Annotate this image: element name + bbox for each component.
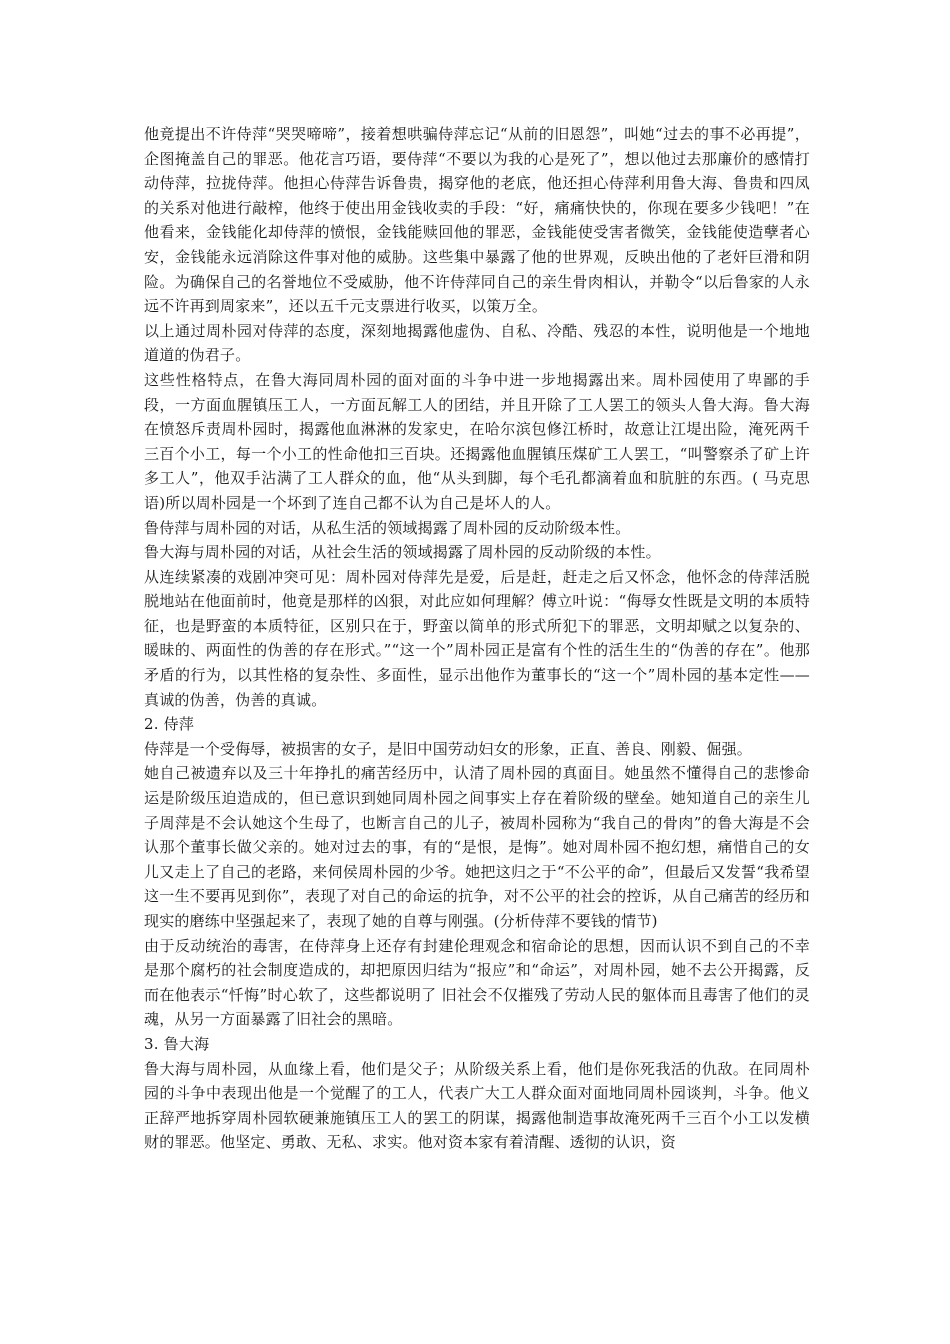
section-heading-shiping: 2. 侍萍 [144,715,195,734]
paragraph: 鲁侍萍与周朴园的对话，从私生活的领域揭露了周朴园的反动阶级本性。 [144,518,631,537]
paragraph: 鲁大海与周朴园，从血缘上看，他们是父子；从阶级关系上看，他们是你死我活的仇敌。在同周朴园的斗争中表现出他是一个觉醒了的工人，代表广大工人群众面对面地同周朴园谈判，斗争。他义正辞严地拆穿周朴园软硬兼施镇压工人的罢工的阴谋，揭露他制造事故淹死两千三百个小工以发横财的罪恶。他坚定、勇敢、无私、求实。他对资本家有着清醒、透彻的认识，资 [144,1059,810,1152]
document-body [144,122,810,1155]
paragraph: 以上通过周朴园对侍萍的态度，深刻地揭露他虚伪、自私、冷酷、残忍的本性，说明他是一个地地道道的伪君子。 [144,321,810,365]
paragraph: 这些性格特点，在鲁大海同周朴园的面对面的斗争中进一步地揭露出来。周朴园使用了卑鄙的手段，一方面血腥镇压工人，一方面瓦解工人的团结，并且开除了工人罢工的领头人鲁大海。鲁大海在愤怒斥责周朴园时，揭露他血淋淋的发家史，在哈尔滨包修江桥时，故意让江堤出险，淹死两千三百个小工，每一个小工的性命他扣三百块。还揭露他血腥镇压煤矿工人罢工，“叫警察杀了矿上许多工人”，他双手沾满了工人群众的血，他“从头到脚，每个毛孔都滴着血和肮脏的东西。( 马克思语)所以周朴园是一个坏到了连自己都不认为自己是坏人的人。 [144,370,810,512]
paragraph: 从连续紧凑的戏剧冲突可见：周朴园对侍萍先是爱，后是赶，赶走之后又怀念，他怀念的侍萍活脱脱地站在他面前时，他竟是那样的凶狠，对此应如何理解？傅立叶说：“侮辱女性既是文明的本质特征，也是野蛮的本质特征，区别只在于，野蛮以简单的形式所犯下的罪恶，文明却赋之以复杂的、暖昧的、两面性的伪善的存在形式。”“这一个”周朴园正是富有个性的活生生的“伪善的存在”。他那矛盾的行为，以其性格的复杂性、多面性，显示出他作为董事长的“这一个”周朴园的基本定性——真诚的伪善，伪善的真诚。 [144,567,810,709]
paragraph: 他竟提出不许侍萍“哭哭啼啼”，接着想哄骗侍萍忘记“从前的旧恩怨”，叫她“过去的事不必再提”，企图掩盖自己的罪恶。他花言巧语，要侍萍“不要以为我的心是死了”，想以他过去那廉价的感情打动侍萍，拉拢侍萍。他担心侍萍告诉鲁贵，揭穿他的老底，他还担心侍萍利用鲁大海、鲁贵和四凤的关系对他进行敲榨，他终于使出用金钱收卖的手段：“好，痛痛快快的，你现在要多少钱吧！”在他看来，金钱能化却侍萍的愤恨，金钱能赎回他的罪恶，金钱能使受害者微笑，金钱能使造孽者心安，金钱能永远消除这件事对他的威胁。这些集中暴露了他的世界观，反映出他的了老奸巨滑和阴险。为确保自己的名誉地位不受威胁，他不许侍萍同自己的亲生骨肉相认，并勒令“以后鲁家的人永远不许再到周家来”，还以五千元支票进行收买，以策万全。 [144,125,810,316]
paragraph: 鲁大海与周朴园的对话，从社会生活的领域揭露了周朴园的反动阶级的本性。 [144,543,661,562]
paragraph: 她自己被遗弃以及三十年挣扎的痛苦经历中，认清了周朴园的真面目。她虽然不懂得自己的悲惨命运是阶级压迫造成的，但已意识到她同周朴园之间事实上存在着阶级的壁垒。她知道自己的亲生儿子周萍是不会认她这个生母了，也断言自己的儿子，被周朴园称为“我自己的骨肉”的鲁大海是不会认那个董事长做父亲的。她对过去的事，有的“是恨，是悔”。她对周朴园不抱幻想，痛惜自己的女儿又走上了自己的老路，来伺侯周朴园的少爷。她把这归之于“不公平的命”，但最后又发誓“我希望这一生不要再见到你”，表现了对自己的命运的抗争，对不公平的社会的控诉，从自己痛苦的经历和现实的磨练中坚强起来了，表现了她的自尊与刚强。(分析侍萍不要钱的情节) [144,764,810,930]
paragraph: 由于反动统治的毒害，在侍萍身上还存有封建伦理观念和宿命论的思想，因而认识不到自己的不幸是那个腐朽的社会制度造成的，却把原因归结为“报应”和“命运”，对周朴园，她不去公开揭露，反而在他表示“忏悔”时心软了，这些都说明了 旧社会不仅摧残了劳动人民的躯体而且毒害了他们的灵魂，从另一方面暴露了旧社会的黑暗。 [144,936,810,1029]
paragraph: 侍萍是一个受侮辱，被损害的女子，是旧中国劳动妇女的形象，正直、善良、刚毅、倔强。 [144,739,753,758]
section-heading-ludahai: 3. 鲁大海 [144,1034,210,1053]
